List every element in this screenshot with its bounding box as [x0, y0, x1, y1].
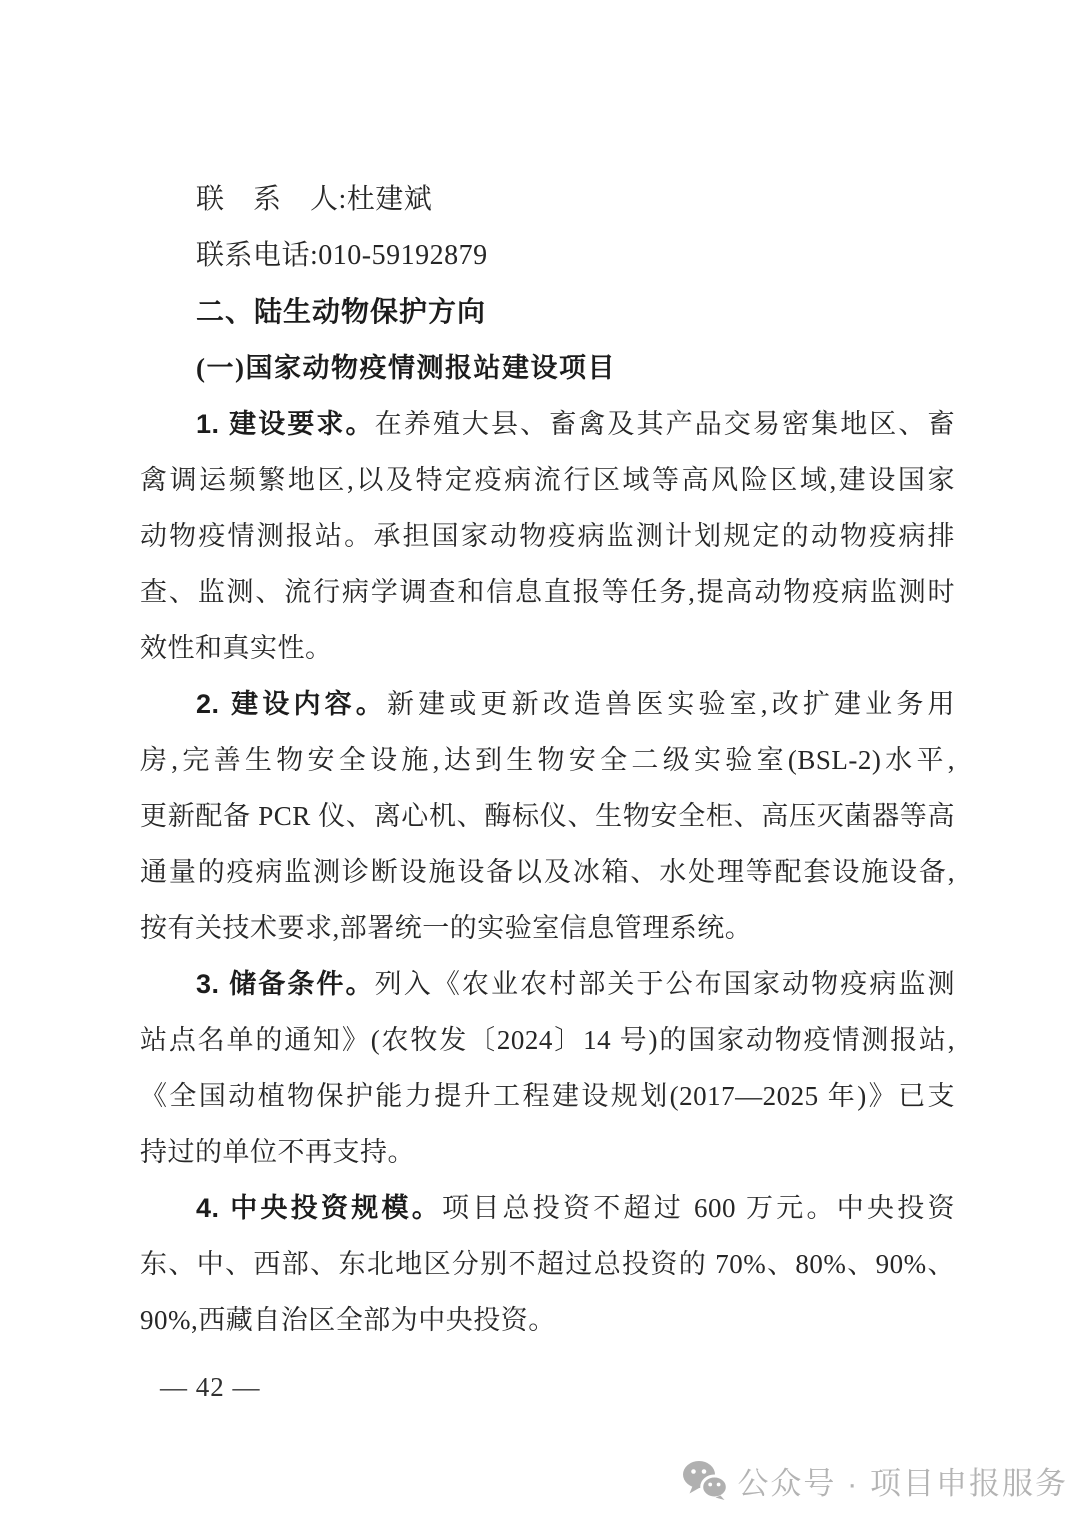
paragraph-2-line-1 [140, 676, 955, 732]
paragraph-3-line-2: 站点名单的通知》(农牧发〔2024〕14 号)的国家动物疫情测报站, [140, 1025, 955, 1055]
paragraph-4-line-3: 90%,西藏自治区全部为中央投资。 [140, 1305, 556, 1335]
paragraph-4-line-2: 东、中、西部、东北地区分别不超过总投资的 70%、80%、90%、 [140, 1249, 955, 1279]
paragraph-3-line-3: 《全国动植物保护能力提升工程建设规划(2017—2025 年)》已支 [140, 1081, 955, 1111]
paragraph-1-line-1 [140, 396, 955, 452]
paragraph-2-line-4: 通量的疫病监测诊断设施设备以及冰箱、水处理等配套设施设备, [140, 857, 955, 887]
contact-person-line: 联 系 人:杜建斌 [196, 184, 433, 215]
paragraph-1-leader: 1. 建设要求。 [196, 409, 375, 439]
paragraph-2-line-3: 更新配备 PCR 仪、离心机、酶标仪、生物安全柜、高压灭菌器等高 [140, 801, 955, 831]
watermark-label: 公众号 · 项目申报服务 [737, 1465, 1068, 1501]
paragraph-1-line-5: 效性和真实性。 [140, 633, 333, 663]
paragraph-3-line-1 [140, 956, 955, 1012]
paragraph-2-line-5: 按有关技术要求,部署统一的实验室信息管理系统。 [140, 913, 753, 943]
paragraph-2-first-text: 新建或更新改造兽医实验室,改扩建业务用 [386, 689, 955, 719]
paragraph-4-first-text: 项目总投资不超过 600 万元。中央投资 [442, 1193, 955, 1223]
paragraph-4-line-1 [140, 1180, 955, 1236]
paragraph-1-line-4: 查、监测、流行病学调查和信息直报等任务,提高动物疫病监测时 [140, 577, 955, 607]
wechat-icon [682, 1460, 728, 1500]
page-number: — 42 — [160, 1372, 261, 1402]
contact-phone-line: 联系电话:010-59192879 [196, 240, 488, 271]
subsection-heading: (一)国家动物疫情测报站建设项目 [196, 353, 616, 383]
paragraph-1-first-text: 在养殖大县、畜禽及其产品交易密集地区、畜 [374, 409, 956, 439]
paragraph-3-leader: 3. 储备条件。 [196, 969, 375, 999]
wechat-watermark [682, 1458, 1068, 1502]
document-body [140, 172, 955, 1414]
paragraph-1-line-3: 动物疫情测报站。承担国家动物疫病监测计划规定的动物疫病排 [140, 521, 955, 551]
paragraph-2-leader: 2. 建设内容。 [196, 689, 387, 719]
paragraph-4-leader: 4. 中央投资规模。 [196, 1193, 443, 1223]
paragraph-3-line-4: 持过的单位不再支持。 [140, 1137, 415, 1167]
paragraph-1-line-2: 禽调运频繁地区,以及特定疫病流行区域等高风险区域,建设国家 [140, 465, 955, 495]
paragraph-3-first-text: 列入《农业农村部关于公布国家动物疫病监测 [374, 969, 956, 999]
section-heading: 二、陆生动物保护方向 [196, 296, 487, 327]
paragraph-2-line-2: 房,完善生物安全设施,达到生物安全二级实验室(BSL-2)水平, [140, 745, 955, 775]
